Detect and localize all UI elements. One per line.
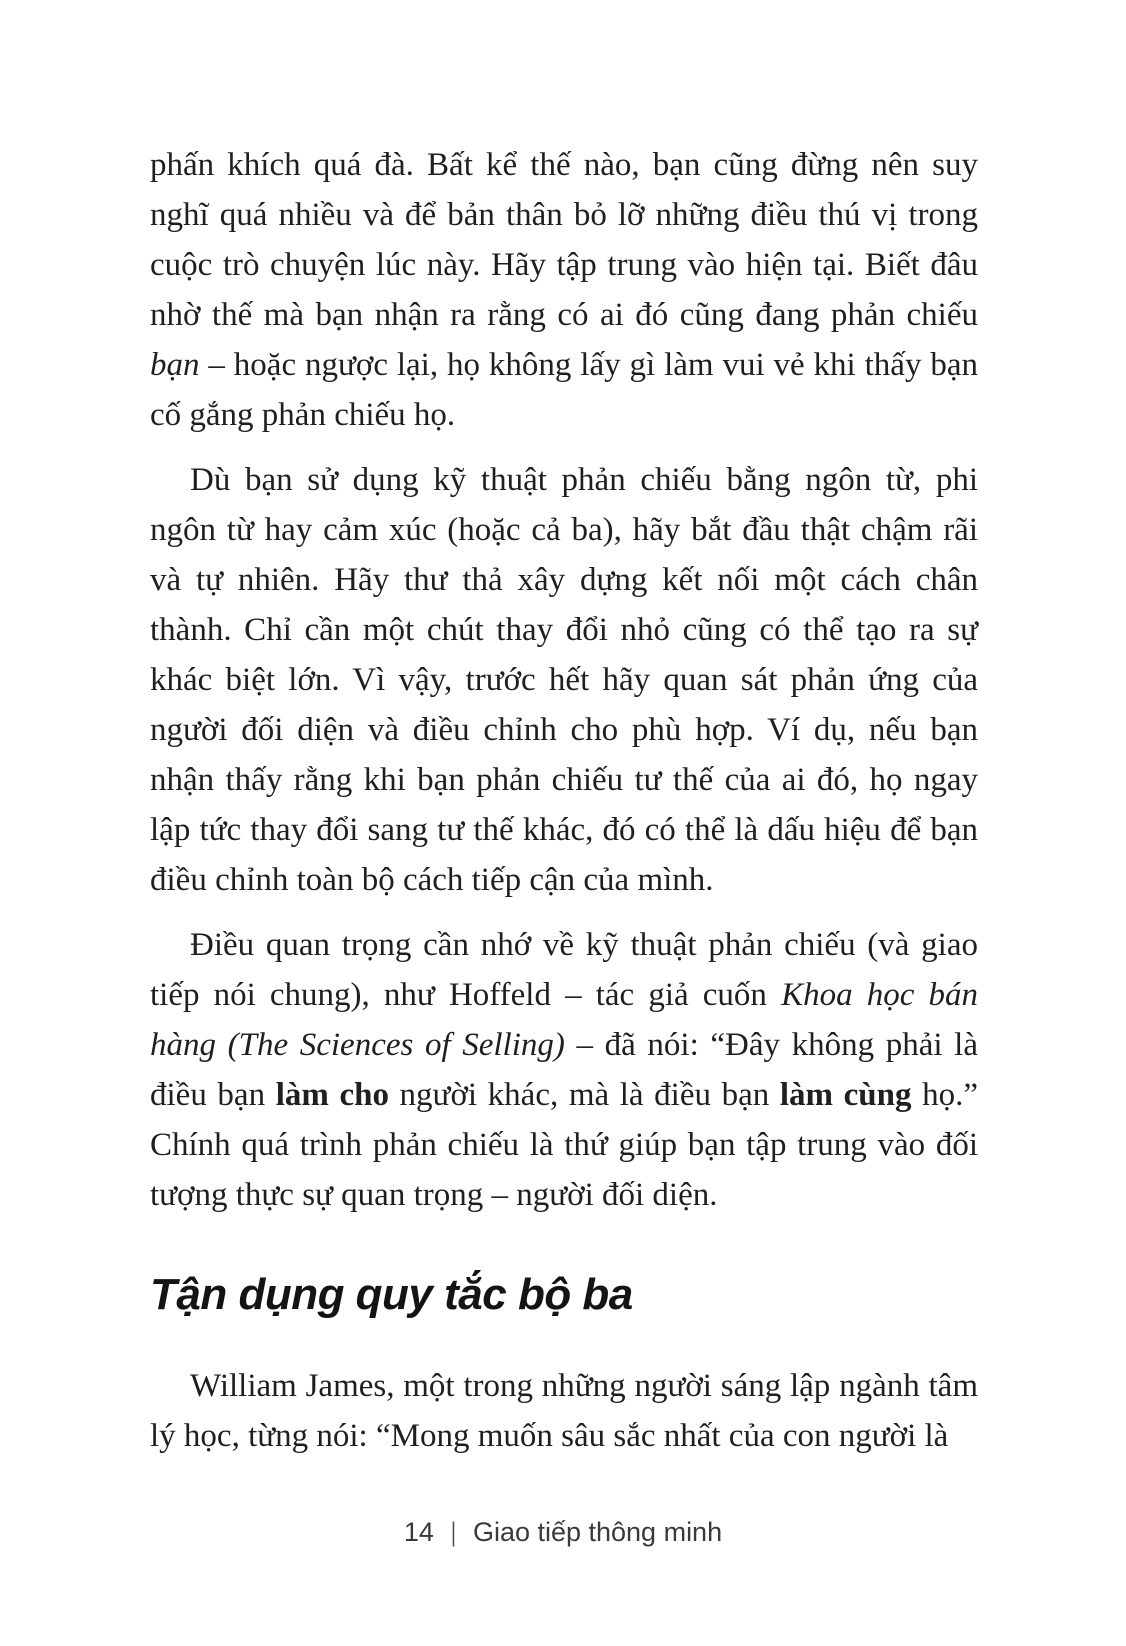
book-title: Giao tiếp thông minh [472, 1517, 723, 1547]
text-run: – đã nói: “Đây không phải là điều bạn [150, 1027, 978, 1113]
text-run: William James, một trong những người sáng lập ngành tâm lý học, từng nói: “Mong muốn sâu sắc nhất của con người là [150, 1368, 978, 1454]
footer-separator: | [450, 1517, 456, 1547]
text-run: Điều quan trọng cần nhớ về kỹ thuật phản chiếu (và giao tiếp nói chung), như Hoffeld – tác giả cuốn [150, 927, 978, 1013]
italic-text-run: bạn [150, 347, 200, 383]
text-run: phấn khích quá đà. Bất kể thế nào, bạn cũng đừng nên suy nghĩ quá nhiều và để bản thân bỏ lỡ những điều thú vị trong cuộc trò chuyện lúc này. Hãy tập trung vào hiện tại. Biết đâu nhờ thế mà bạn nhận ra rằng có ai đó cũng đang phản chiếu [150, 147, 978, 333]
page-number: 14 [403, 1517, 434, 1547]
paragraph [150, 920, 978, 1220]
text-run: – hoặc ngược lại, họ không lấy gì làm vui vẻ khi thấy bạn cố gắng phản chiếu họ. [150, 347, 978, 433]
section-heading: Tận dụng quy tắc bộ ba [150, 1270, 633, 1319]
book-title-italic-run: Khoa học bán hàng (The Sciences of Selling) [150, 977, 978, 1063]
paragraph [150, 1361, 978, 1461]
page-body [150, 140, 978, 1476]
text-run: Dù bạn sử dụng kỹ thuật phản chiếu bằng ngôn từ, phi ngôn từ hay cảm xúc (hoặc cả ba), hãy bắt đầu thật chậm rãi và tự nhiên. Hãy thư thả xây dựng kết nối một cách chân thành. Chỉ cần một chút thay đổi nhỏ cũng có thể tạo ra sự khác biệt lớn. Vì vậy, trước hết hãy quan sát phản ứng của người đối diện và điều chỉnh cho phù hợp. Ví dụ, nếu bạn nhận thấy rằng khi bạn phản chiếu tư thế của ai đó, họ ngay lập tức thay đổi sang tư thế khác, đó có thể là dấu hiệu để bạn điều chỉnh toàn bộ cách tiếp cận của mình. [150, 462, 978, 898]
page-footer [0, 1516, 1126, 1548]
paragraph [150, 455, 978, 905]
paragraph [150, 140, 978, 440]
bold-text-run: làm cho [275, 1077, 389, 1113]
text-run: người khác, mà là điều bạn [388, 1077, 780, 1113]
bold-text-run: làm cùng [779, 1077, 912, 1113]
text-run: họ.” Chính quá trình phản chiếu là thứ giúp bạn tập trung vào đối tượng thực sự quan trọng – người đối diện. [150, 1077, 978, 1213]
